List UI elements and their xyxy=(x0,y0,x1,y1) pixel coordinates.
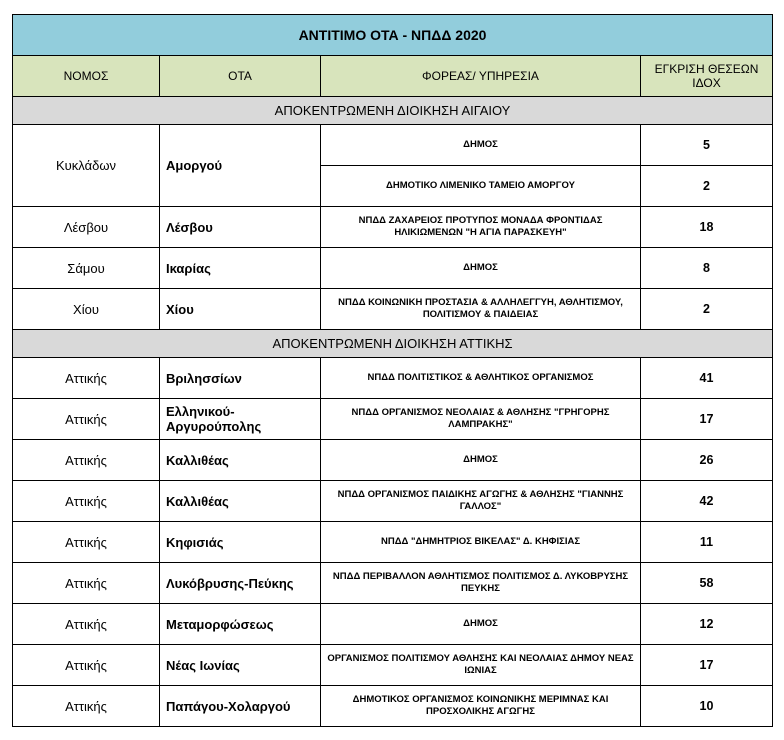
cell-ota: Βριλησσίων xyxy=(160,358,321,399)
title-row xyxy=(13,15,773,56)
table-row xyxy=(13,563,773,604)
cell-approval: 58 xyxy=(641,563,773,604)
cell-nomos: Σάμου xyxy=(13,248,160,289)
cell-ota: Καλλιθέας xyxy=(160,481,321,522)
document-page xyxy=(12,14,772,727)
cell-ota: Χίου xyxy=(160,289,321,330)
cell-ota: Αμοργού xyxy=(160,125,321,207)
table-row xyxy=(13,645,773,686)
table-row xyxy=(13,481,773,522)
region-name: ΑΠΟΚΕΝΤΡΩΜΕΝΗ ΔΙΟΙΚΗΣΗ ΑΤΤΙΚΗΣ xyxy=(13,330,773,358)
table-row xyxy=(13,358,773,399)
cell-foreas: ΔΗΜΟΤΙΚΟ ΛΙΜΕΝΙΚΟ ΤΑΜΕΙΟ ΑΜΟΡΓΟΥ xyxy=(321,166,641,207)
cell-ota: Ελληνικού-Αργυρούπολης xyxy=(160,399,321,440)
cell-foreas: ΝΠΔΔ ΠΕΡΙΒΑΛΛΟΝ ΑΘΛΗΤΙΣΜΟΣ ΠΟΛΙΤΙΣΜΟΣ Δ. ΛΥΚΟΒΡΥΣΗΣ ΠΕΥΚΗΣ xyxy=(321,563,641,604)
cell-approval: 26 xyxy=(641,440,773,481)
cell-nomos: Αττικής xyxy=(13,563,160,604)
cell-approval: 41 xyxy=(641,358,773,399)
cell-nomos: Λέσβου xyxy=(13,207,160,248)
cell-approval: 5 xyxy=(641,125,773,166)
cell-nomos: Αττικής xyxy=(13,399,160,440)
table-row xyxy=(13,289,773,330)
region-name: ΑΠΟΚΕΝΤΡΩΜΕΝΗ ΔΙΟΙΚΗΣΗ ΑΙΓΑΙΟΥ xyxy=(13,97,773,125)
cell-nomos: Αττικής xyxy=(13,645,160,686)
header-ota: ΟΤΑ xyxy=(160,56,321,97)
table-row xyxy=(13,399,773,440)
cell-foreas: ΔΗΜΟΣ xyxy=(321,248,641,289)
cell-approval: 11 xyxy=(641,522,773,563)
region-row xyxy=(13,330,773,358)
cell-ota: Νέας Ιωνίας xyxy=(160,645,321,686)
cell-nomos: Αττικής xyxy=(13,358,160,399)
cell-foreas: ΝΠΔΔ ΚΟΙΝΩΝΙΚΗ ΠΡΟΣΤΑΣΙΑ & ΑΛΛΗΛΕΓΓΥΗ, ΑΘΛΗΤΙΣΜΟΥ, ΠΟΛΙΤΙΣΜΟΥ & ΠΑΙΔΕΙΑΣ xyxy=(321,289,641,330)
cell-foreas: ΟΡΓΑΝΙΣΜΟΣ ΠΟΛΙΤΙΣΜΟΥ ΑΘΛΗΣΗΣ ΚΑΙ ΝΕΟΛΑΙΑΣ ΔΗΜΟΥ ΝΕΑΣ ΙΩΝΙΑΣ xyxy=(321,645,641,686)
table-row xyxy=(13,207,773,248)
cell-ota: Ικαρίας xyxy=(160,248,321,289)
cell-approval: 10 xyxy=(641,686,773,727)
header-nomos: ΝΟΜΟΣ xyxy=(13,56,160,97)
cell-foreas: ΔΗΜΟΣ xyxy=(321,440,641,481)
cell-nomos: Αττικής xyxy=(13,522,160,563)
cell-foreas: ΔΗΜΟΤΙΚΟΣ ΟΡΓΑΝΙΣΜΟΣ ΚΟΙΝΩΝΙΚΗΣ ΜΕΡΙΜΝΑΣ ΚΑΙ ΠΡΟΣΧΟΛΙΚΗΣ ΑΓΩΓΗΣ xyxy=(321,686,641,727)
cell-foreas: ΔΗΜΟΣ xyxy=(321,125,641,166)
cell-foreas: ΝΠΔΔ ΠΟΛΙΤΙΣΤΙΚΟΣ & ΑΘΛΗΤΙΚΟΣ ΟΡΓΑΝΙΣΜΟΣ xyxy=(321,358,641,399)
cell-nomos: Αττικής xyxy=(13,604,160,645)
cell-nomos: Χίου xyxy=(13,289,160,330)
cell-approval: 18 xyxy=(641,207,773,248)
header-approval: ΕΓΚΡΙΣΗ ΘΕΣΕΩΝ ΙΔΟΧ xyxy=(641,56,773,97)
cell-approval: 8 xyxy=(641,248,773,289)
table-row xyxy=(13,604,773,645)
cell-approval: 12 xyxy=(641,604,773,645)
cell-approval: 2 xyxy=(641,289,773,330)
cell-ota: Λυκόβρυσης-Πεύκης xyxy=(160,563,321,604)
table-row xyxy=(13,522,773,563)
table-row xyxy=(13,440,773,481)
table-row xyxy=(13,248,773,289)
header-row xyxy=(13,56,773,97)
data-table xyxy=(12,14,773,727)
cell-approval: 17 xyxy=(641,645,773,686)
region-row xyxy=(13,97,773,125)
cell-ota: Κηφισιάς xyxy=(160,522,321,563)
cell-approval: 42 xyxy=(641,481,773,522)
cell-approval: 2 xyxy=(641,166,773,207)
cell-nomos: Αττικής xyxy=(13,686,160,727)
cell-approval: 17 xyxy=(641,399,773,440)
cell-nomos: Αττικής xyxy=(13,440,160,481)
table-row xyxy=(13,686,773,727)
cell-foreas: ΝΠΔΔ ΖΑΧΑΡΕΙΟΣ ΠΡΟΤΥΠΟΣ ΜΟΝΑΔΑ ΦΡΟΝΤΙΔΑΣ ΗΛΙΚΙΩΜΕΝΩΝ "Η ΑΓΙΑ ΠΑΡΑΣΚΕΥΗ" xyxy=(321,207,641,248)
cell-nomos: Αττικής xyxy=(13,481,160,522)
cell-ota: Μεταμορφώσεως xyxy=(160,604,321,645)
cell-nomos: Κυκλάδων xyxy=(13,125,160,207)
table-title: ΑΝΤΙΤΙΜΟ ΟΤΑ - ΝΠΔΔ 2020 xyxy=(13,15,773,56)
cell-ota: Παπάγου-Χολαργού xyxy=(160,686,321,727)
header-foreas: ΦΟΡΕΑΣ/ ΥΠΗΡΕΣΙΑ xyxy=(321,56,641,97)
cell-foreas: ΝΠΔΔ ΟΡΓΑΝΙΣΜΟΣ ΝΕΟΛΑΙΑΣ & ΑΘΛΗΣΗΣ "ΓΡΗΓΟΡΗΣ ΛΑΜΠΡΑΚΗΣ" xyxy=(321,399,641,440)
cell-foreas: ΝΠΔΔ "ΔΗΜΗΤΡΙΟΣ ΒΙΚΕΛΑΣ" Δ. ΚΗΦΙΣΙΑΣ xyxy=(321,522,641,563)
cell-ota: Λέσβου xyxy=(160,207,321,248)
cell-foreas: ΝΠΔΔ ΟΡΓΑΝΙΣΜΟΣ ΠΑΙΔΙΚΗΣ ΑΓΩΓΗΣ & ΑΘΛΗΣΗΣ "ΓΙΑΝΝΗΣ ΓΑΛΛΟΣ" xyxy=(321,481,641,522)
table-row xyxy=(13,125,773,166)
cell-foreas: ΔΗΜΟΣ xyxy=(321,604,641,645)
cell-ota: Καλλιθέας xyxy=(160,440,321,481)
